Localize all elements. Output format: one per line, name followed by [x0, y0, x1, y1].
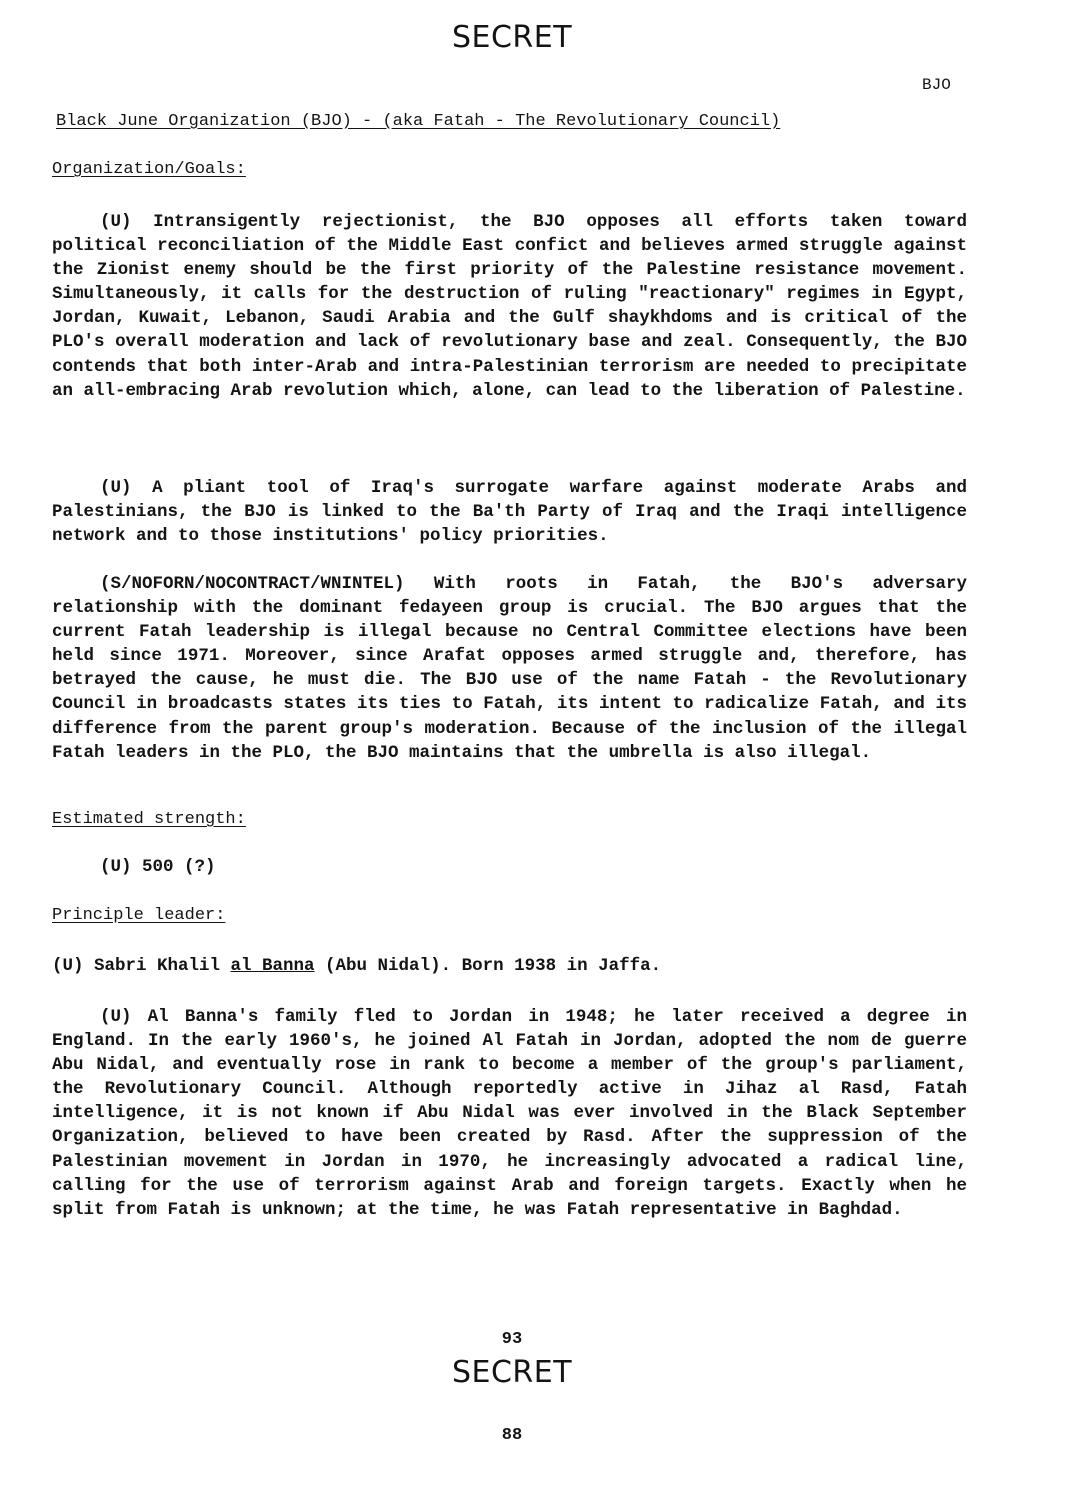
leader-line — [52, 956, 661, 976]
document-title-main: Black June Organization (BJO) - — [56, 112, 383, 131]
sheet-number: 88 — [501, 1426, 523, 1445]
leader-suffix: (Abu Nidal). Born 1938 in Jaffa. — [314, 956, 662, 976]
goals-paragraph-2: (U) A pliant tool of Iraq's surrogate warfare against moderate Arabs and Palestinians, the BJO is linked to the Ba'th Party of Iraq and the Iraqi intelligence network and to those institutions' policy priorities. — [52, 478, 967, 547]
strength-value: (U) 500 (?) — [100, 857, 216, 877]
document-title-aka: (aka Fatah - The Revolutionary Council) — [382, 112, 781, 131]
goals-paragraph-3: (S/NOFORN/NOCONTRACT/WNINTEL) With roots in Fatah, the BJO's adversary relationship with the dominant fedayeen group is crucial. The BJO argues that the current Fatah leadership is illegal because no Central Committee elections have been held since 1971. Moreover, since Arafat opposes armed struggle and, therefore, has betrayed the cause, he must die. The BJO use of the name Fatah - the Revolutionary Council in broadcasts states its ties to Fatah, its intent to radicalize Fatah, and its difference from the parent group's moderation. Because of the inclusion of the illegal Fatah leaders in the PLO, the BJO maintains that the umbrella is also illegal. — [52, 574, 967, 763]
section-heading-leader: Principle leader: — [52, 906, 226, 925]
section-heading-goals: Organization/Goals: — [52, 160, 246, 179]
goals-paragraph-1: (U) Intransigently rejectionist, the BJO opposes all efforts taken toward political reconciliation of the Middle East confict and believes armed struggle against the Zionist enemy should be the first priority of the Palestine resistance movement. Simultaneously, it calls for the destruction of ruling "reactionary" regimes in Egypt, Jordan, Kuwait, Lebanon, Saudi Arabia and the Gulf shaykhdoms and is critical of the PLO's overall moderation and lack of revolutionary base and zeal. Consequently, the BJO contends that both inter-Arab and intra-Palestinian terrorism are needed to precipitate an all-embracing Arab revolution which, alone, can lead to the liberation of Palestine. — [52, 212, 967, 401]
leader-paragraph-1: (U) Al Banna's family fled to Jordan in 1948; he later received a degree in England. In the early 1960's, he joined Al Fatah in Jordan, adopted the nom de guerre Abu Nidal, and eventually rose in rank to become a member of the group's parliament, the Revolutionary Council. Although reportedly active in Jihaz al Rasd, Fatah intelligence, it is not known if Abu Nidal was ever involved in the Black September Organization, believed to have been created by Rasd. After the suppression of the Palestinian movement in Jordan in 1970, he increasingly advocated a radical line, calling for the use of terrorism against Arab and foreign targets. Exactly when he split from Fatah is unknown; at the time, he was Fatah representative in Baghdad. — [52, 1007, 967, 1220]
document-tag: BJO — [922, 76, 951, 94]
document-title — [56, 112, 780, 131]
leader-surname: al Banna — [230, 956, 315, 976]
classification-marking-bottom: SECRET — [451, 1355, 573, 1390]
leader-prefix: (U) Sabri Khalil — [52, 956, 231, 976]
classification-marking-top: SECRET — [451, 20, 573, 55]
page-number: 93 — [501, 1330, 523, 1349]
section-heading-strength: Estimated strength: — [52, 810, 246, 829]
